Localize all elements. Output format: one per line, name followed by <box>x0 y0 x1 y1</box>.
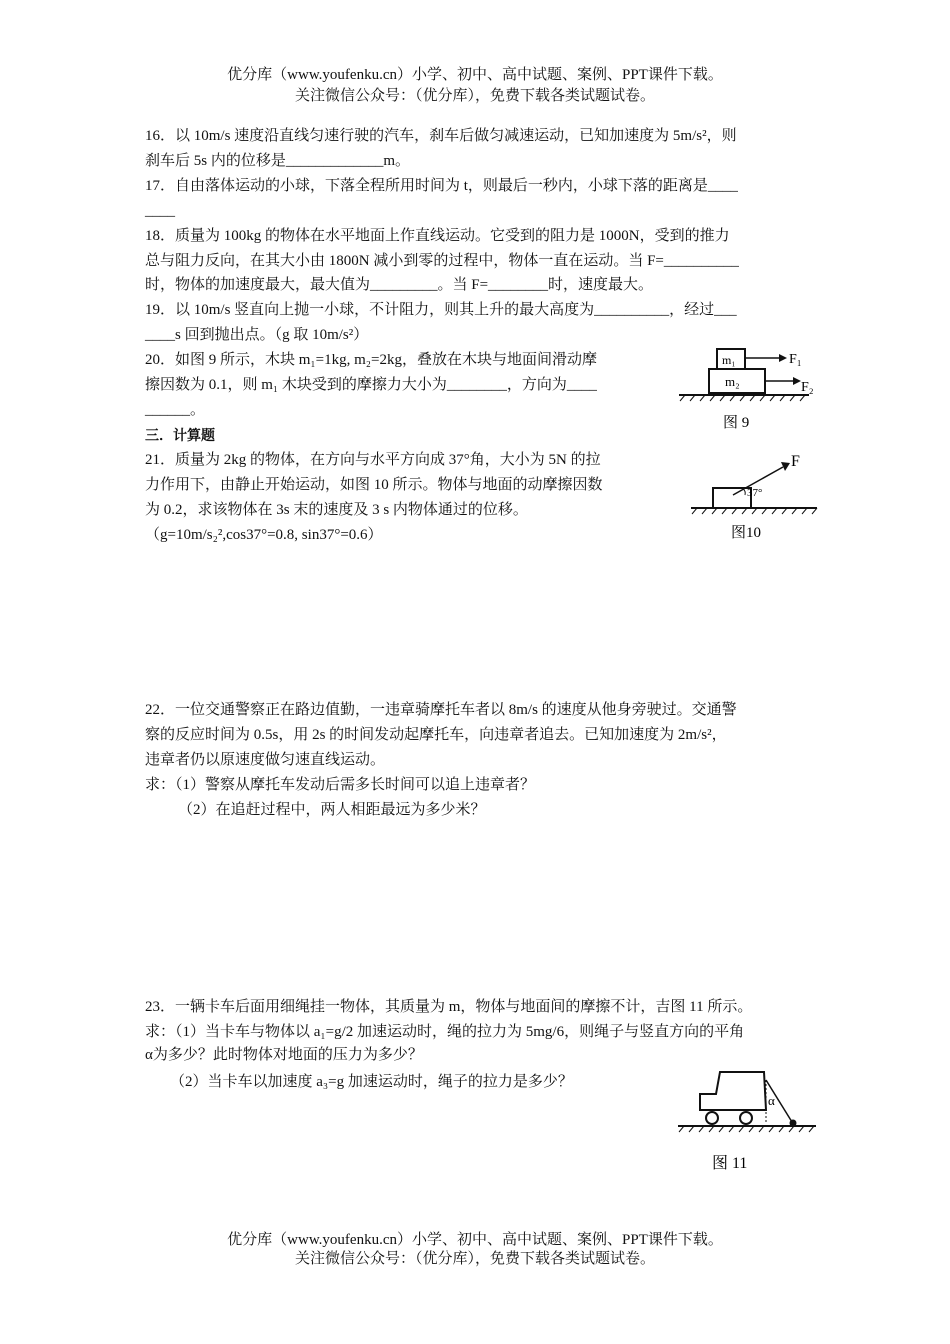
q19-line-1: 19．以 10m/s 竖直向上抛一小球，不计阻力，则其上升的最大高度为__________，经过___ <box>145 302 737 318</box>
q22-line-2: 察的反应时间为 0.5s，用 2s 的时间发动起摩托车，向违章者追去。已知加速度为 2m/s²， <box>145 727 727 743</box>
label-m2: m₂ <box>725 374 740 389</box>
footer-line-2: 关注微信公众号：（优分库），免费下载各类试题试卷。 <box>294 1251 655 1267</box>
q21-line-4: （g=10m/s₂²,cos37°=0.8, sin37°=0.6） <box>145 527 383 543</box>
label-force: F <box>791 453 800 470</box>
caption-fig11: 图 11 <box>712 1155 748 1172</box>
label-f1: F₁ <box>789 352 802 367</box>
label-f2: F₂ <box>801 380 814 395</box>
q17-line-2: ____ <box>145 203 175 219</box>
q16-line-2: 刹车后 5s 内的位移是_____________m。 <box>145 153 411 169</box>
label-m1: m₁ <box>722 353 736 367</box>
q23-line-2: 求：（1）当卡车与物体以 a₁=g/2 加速运动时，绳的拉力为 5mg/6，则绳子与竖直方向的平角 <box>145 1024 745 1040</box>
q20-line-1: 20．如图 9 所示，木块 m₁=1kg, m₂=2kg，叠放在木块与地面间滑动摩 <box>145 352 597 368</box>
q19-line-2: ____s 回到抛出点。（g 取 10m/s²） <box>145 327 369 343</box>
q18-line-3: 时，物体的加速度最大，最大值为_________。当 F=________时，速度最大。 <box>145 277 654 293</box>
q18-line-1: 18．质量为 100kg 的物体在水平地面上作直线运动。它受到的阻力是 1000N，受到的推力 <box>145 228 730 244</box>
figure-11 <box>676 1060 821 1180</box>
q23-line-3: α为多少？此时物体对地面的压力为多少？ <box>145 1047 423 1063</box>
section-3-title: 三．计算题 <box>145 428 215 444</box>
q22-line-4: 求：（1）警察从摩托车发动后需多长时间可以追上违章者？ <box>145 777 536 793</box>
caption-fig10: 图10 <box>731 525 762 541</box>
truck-wheel-rear <box>740 1112 752 1124</box>
header-line-1: 优分库（www.youfenku.cn）小学、初中、高中试题、案例、PPT课件下载。 <box>227 67 723 83</box>
label-alpha: α <box>768 1093 775 1108</box>
q22-line-1: 22．一位交通警察正在路边值勤，一违章骑摩托车者以 8m/s 的速度从他身旁驶过。交通警 <box>145 702 737 718</box>
q16-line-1: 16．以 10m/s 速度沿直线匀速行驶的汽车，刹车后做匀减速运动，已知加速度为 5m/s²，则 <box>145 128 737 144</box>
q21-line-1: 21．质量为 2kg 的物体，在方向与水平方向成 37°角，大小为 5N 的拉 <box>145 452 601 468</box>
caption-fig9: 图 9 <box>723 415 750 431</box>
q20-line-2: 擦因数为 0.1，则 m₁ 木块受到的摩擦力大小为________，方向为____ <box>145 377 597 393</box>
q17-line-1: 17．自由落体运动的小球，下落全程所用时间为 t，则最后一秒内，小球下落的距离是____ <box>145 178 738 194</box>
arrow-f1-head <box>779 354 787 362</box>
truck-wheel-front <box>706 1112 718 1124</box>
q20-line-3: ______。 <box>145 402 206 418</box>
q22-line-3: 违章者仍以原速度做匀速直线运动。 <box>145 752 386 768</box>
force-arrow-head <box>781 462 790 471</box>
label-angle: 37° <box>747 487 763 499</box>
footer-line-1: 优分库（www.youfenku.cn）小学、初中、高中试题、案例、PPT课件下载。 <box>227 1232 723 1248</box>
figure-9 <box>675 343 825 433</box>
q18-line-2: 总与阻力反向，在其大小由 1800N 减小到零的过程中，物体一直在运动。当 F=__________ <box>145 253 739 269</box>
q21-line-2: 力作用下，由静止开始运动，如图 10 所示。物体与地面的动摩擦因数 <box>145 477 603 493</box>
header-line-2: 关注微信公众号：（优分库），免费下载各类试题试卷。 <box>294 88 655 104</box>
q22-line-5: （2）在追赶过程中，两人相距最远为多少米？ <box>178 802 486 818</box>
q23-line-4: （2）当卡车以加速度 a₃=g 加速运动时，绳子的拉力是多少？ <box>170 1074 573 1090</box>
figure-10 <box>685 450 825 545</box>
arrow-f2-head <box>793 377 801 385</box>
q21-line-3: 为 0.2，求该物体在 3s 末的速度及 3 s 内物体通过的位移。 <box>145 502 528 518</box>
q23-line-1: 23．一辆卡车后面用细绳挂一物体，其质量为 m，物体与地面间的摩擦不计，吉图 11 所示。 <box>145 999 753 1015</box>
truck-body <box>700 1072 766 1110</box>
